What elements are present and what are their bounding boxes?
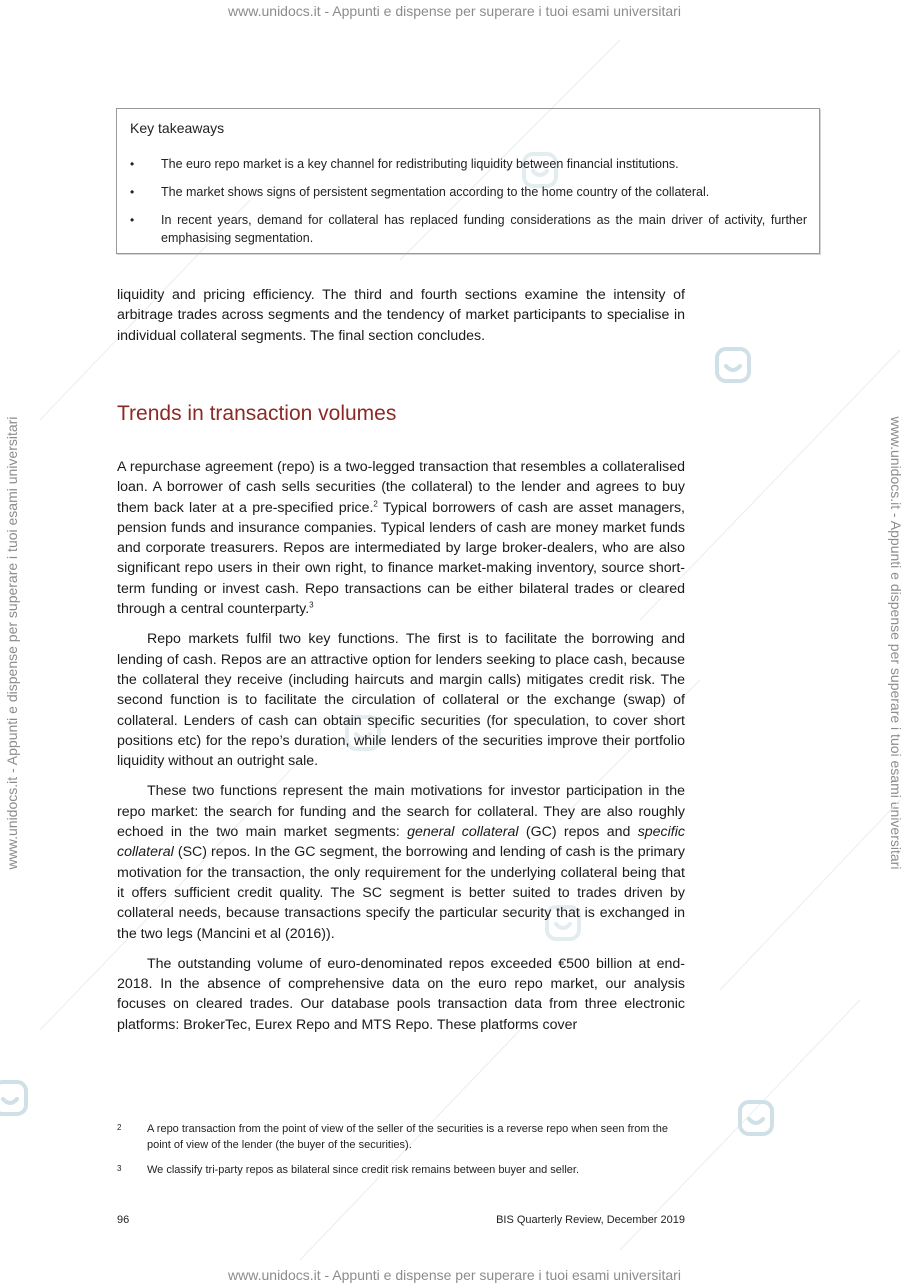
watermark-right <box>888 383 904 903</box>
key-takeaways-box <box>116 108 820 254</box>
watermark-footer: www.unidocs.it - Appunti e dispense per superare i tuoi esami universitari <box>228 1267 681 1283</box>
paragraph-text: A repurchase agreement (repo) is a two-legged transaction that resembles a collateralised loan. A borrower of cash sells securities (the collateral) to the lender and agrees to buy them back later at a pre-specified price. <box>117 459 685 516</box>
intro-paragraph-block <box>117 285 685 346</box>
footnote-ref: 2 <box>373 498 378 508</box>
key-takeaways-list <box>117 155 819 257</box>
watermark-header: www.unidocs.it - Appunti e dispense per superare i tuoi esami universitari <box>228 3 681 19</box>
footnotes <box>117 1121 685 1187</box>
footnote <box>117 1162 685 1178</box>
section-heading: Trends in transaction volumes <box>117 402 397 425</box>
footnote-text: We classify tri-party repos as bilateral since credit risk remains between buyer and seller. <box>147 1164 580 1176</box>
footnote-ref: 3 <box>309 600 314 610</box>
unidocs-logo-icon <box>0 1078 30 1118</box>
paragraph-text: (GC) repos and <box>518 824 638 841</box>
publication-name: BIS Quarterly Review, December 2019 <box>496 1214 685 1226</box>
italic-term: general collateral <box>407 824 519 841</box>
bullet-icon: • <box>130 157 135 171</box>
paragraph-repo-functions: Repo markets fulfil two key functions. The first is to facilitate the borrowing and lending of cash. Repos are an attractive option for lenders seeking to place cash, because the collateral they receive (including haircuts and margin calls) mitigates credit risk. The second function is to facilitate the circulation of collateral or the exchange (swap) of collateral. Lenders of cash can obtain specific securities (for speculation, to cover short positions etc) for the repo’s duration, while lenders of the securities improve their portfolio liquidity without an outright sale. <box>117 631 685 770</box>
list-item <box>117 183 819 201</box>
paragraph-text: Typical borrowers of cash are asset managers, pension funds and insurance companies. Typical lenders of cash are money market funds and corporate treasurers. Repos are intermediated by large broker-dealers, who are also significant repo users in their own right, to finance market-making inventory, source short-term funding or invest cash. Repo transactions can be either bilateral trades or cleared through a central counterparty. <box>117 499 686 618</box>
list-item <box>117 211 819 247</box>
paragraph-text: (SC) repos. In the GC segment, the borrowing and lending of cash is the primary motivation for the transaction, the only requirement for the underlying collateral being that it offers sufficient credit quality. The SC segment is better suited to trades driven by collateral needs, because transactions specify the particular security that is exchanged in the two legs (Mancini et al (2016)). <box>117 844 685 942</box>
page-number: 96 <box>117 1214 130 1226</box>
watermark-right-text: www.unidocs.it - Appunti e dispense per superare i tuoi esami universitari <box>888 416 904 870</box>
watermark-left <box>4 383 20 903</box>
takeaway-text: The euro repo market is a key channel for redistributing liquidity between financial institutions. <box>161 157 679 171</box>
footnote-text: A repo transaction from the point of view of the seller of the securities is a reverse repo when seen from the point of view of the lender (the buyer of the securities). <box>147 1123 668 1151</box>
unidocs-logo-icon <box>736 1098 776 1138</box>
key-takeaways-title: Key takeaways <box>130 120 225 136</box>
paragraph-text: These two functions represent the main motivations for investor participation in the repo market: the search for funding and the search for collateral. They are also roughly echoed in the two main market segments: <box>117 783 685 841</box>
footnote-number: 3 <box>117 1164 122 1173</box>
bullet-icon: • <box>130 213 135 227</box>
list-item <box>117 155 819 173</box>
takeaway-text: The market shows signs of persistent segmentation according to the home country of the collateral. <box>161 185 710 199</box>
watermark-left-text: www.unidocs.it - Appunti e dispense per superare i tuoi esami universitari <box>4 416 20 870</box>
footnote <box>117 1121 685 1153</box>
unidocs-logo-icon <box>713 345 753 385</box>
section-body <box>117 457 685 1035</box>
italic-term: specific collateral <box>117 824 685 861</box>
paragraph-market-segments <box>117 781 685 943</box>
bullet-icon: • <box>130 185 135 199</box>
footnote-number: 2 <box>117 1123 122 1132</box>
intro-paragraph: liquidity and pricing efficiency. The third and fourth sections examine the intensity of arbitrage trades across segments and the tendency of market participants to specialise in individual collateral segments. The final section concludes. <box>117 287 685 344</box>
takeaway-text: In recent years, demand for collateral has replaced funding considerations as the main driver of activity, further emphasising segmentation. <box>161 213 807 245</box>
paragraph-repo-definition <box>117 457 685 619</box>
paragraph-outstanding-volume: The outstanding volume of euro-denominated repos exceeded €500 billion at end-2018. In the absence of comprehensive data on the euro repo market, our analysis focuses on cleared trades. Our database pools transaction data from three electronic platforms: BrokerTec, Eurex Repo and MTS Repo. These platforms cover <box>117 955 685 1033</box>
